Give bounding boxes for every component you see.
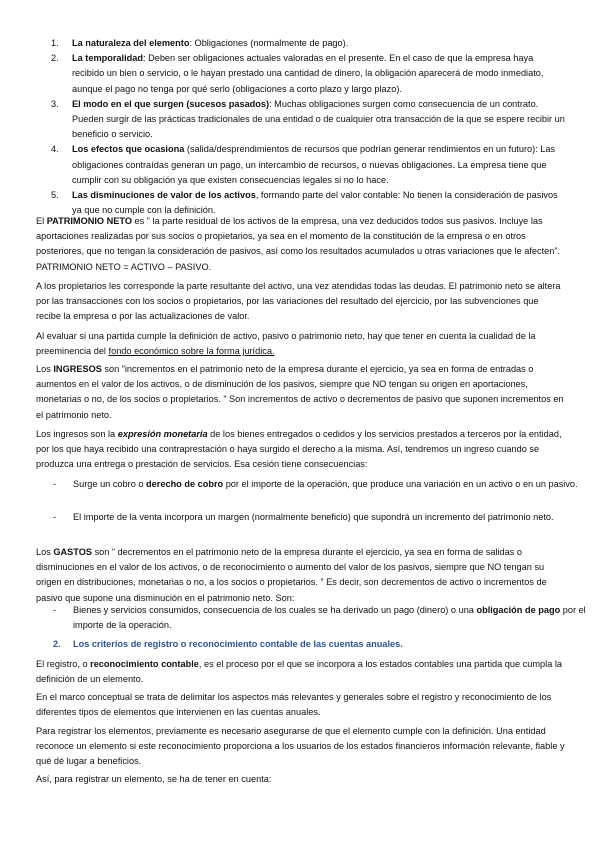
list-item: 2. La temporalidad: Deben ser obligaciones actuales valoradas en el presente. En el caso de que la empresa haya recibido un bien o servicio, o le hayan prestado una cantidad de dinero, la obligación aparecerá de modo inmediato, aunque el pago no tenga por qué serlo (obligaciones a corto plazo y largo plazo).: [51, 53, 544, 94]
registro-paragraph: El registro, o reconocimiento contable, es el proceso por el que se incorpora a los estados contables una partida que cumpla la definición de un elemento.: [36, 659, 563, 685]
list-item: 5. Las disminuciones de valor de los activos, formando parte del valor contable: No tienen la consideración de pasivos ya que no cumple con la definición.: [51, 190, 558, 216]
propietarios-paragraph: A los propietarios les corresponde la parte resultante del activo, una vez atendidas todas las deudas. El patrimonio neto se altera por las transacciones con los socios o propietarios, por las variaciones del resultado del ejercicio, por las subvenciones que recibe la empresa o por las actualizaciones de valor.: [36, 281, 561, 322]
asi-paragraph: Así, para registrar un elemento, se ha de tener en cuenta:: [36, 774, 272, 784]
list-item: 3. El modo en el que surgen (sucesos pasados): Muchas obligaciones surgen como consecuencia de un contrato. Pueden surgir de las prácticas tradicionales de una entidad o de cualquier otra transacción de la que se espere recibir un beneficio o servicio.: [51, 98, 565, 140]
dash-list-item: - Surge un cobro o derecho de cobro por el importe de la operación, que produce una variación en un activo o en un pasivo.: [53, 479, 578, 489]
list-item: 1. La naturaleza del elemento: Obligaciones (normalmente de pago).: [51, 38, 349, 48]
ingresos-paragraph: Los INGRESOS son ”incrementos en el patrimonio neto de la empresa durante el ejercicio, ya sea en forma de entradas o aumentos en el valor de los activos, o de disminución de los pasivos, siempre que NO tengan su origen en aportaciones, monetarias o no, de los socios o propietarios. ” Son incrementos de activo o decrementos de pasivo que suponen incrementos en el patrimonio neto.: [36, 364, 564, 420]
dash-list-item: - Bienes y servicios consumidos, consecuencia de los cuales se ha derivado un pago (dinero) o una obligación de pago por el importe de la operación.: [53, 605, 586, 631]
para-registrar-paragraph: Para registrar los elementos, previamente es necesario asegurarse de que el elemento cumple con la definición. Una entidad reconoce un elemento si este reconocimiento proporciona a los usuarios de los estados financieros información relevante, fiable y qué dé lugar a beneficios.: [36, 726, 565, 767]
patrimonio-neto-paragraph: El PATRIMONIO NETO es ” la parte residual de los activos de la empresa, una vez deducidos todos sus pasivos. Incluye las aportaciones realizadas por sus socios o propietarios, ya sea en el momento de la constitución de la empresa o en otros posteriores, que no tengan la consideración de pasivos, así como los resultados acumulados u otras variaciones que le afecten”. PATRIMONIO NETO = ACTIVO – PASIVO.: [36, 216, 560, 272]
list-item: 4. Los efectos que ocasiona (salida/desprendimientos de recursos que podrían generar rendimientos en un futuro): Las obligaciones contraídas generan un pago, un intercambio de recursos, o nuevas obligaciones. La empresa tiene que cumplir con su obligación ya que existen consecuencias legales si no lo hace.: [51, 144, 556, 185]
marco-conceptual-paragraph: En el marco conceptual se trata de delimitar los aspectos más relevantes y generales sobre el registro y reconocimiento de los diferentes tipos de elementos que intervienen en las cuentas anuales.: [36, 692, 552, 718]
document-page: 1. La naturaleza del elemento: Obligaciones (normalmente de pago). 2. La temporalidad: Deben ser obligaciones actuales valoradas en el presente. En el caso de que la empresa haya recibido un bien o servicio, o le hayan prestado una cantidad de dinero, la obligación aparecerá de modo inmediato, aunque el pago no tenga por qué serlo (obligaciones a corto plazo y largo plazo). 3. El modo en el que surgen (sucesos pasados): Muchas obligaciones surgen como consecuencia de un contrato. Pueden surgir de las prácticas tradicionales de una entidad o de cualquier otra transacción de la que se espere recibir un beneficio o servicio. 4. Los efectos que ocasiona (salida/desprendimientos de recursos que podrían generar rendimientos en un futuro): Las obligaciones contraídas generan un pago, un intercambio de recursos, o nuevas obligaciones. La empresa tiene que cumplir con su obligación ya que existen consecuencias legales si no lo hace. 5. Las disminuciones de valor de los activos, formando parte del valor contable: No tienen la consideración de pasivos ya que no cumple con la definición. El PATRIMONIO NETO es ” la parte residual de los activos de la empresa, una vez deducidos todos sus pasivos. Incluye las aportaciones realizadas por sus socios o propietarios, ya sea en el momento de la constitución de la empresa o en otros posteriores, que no tengan la consideración de pasivos, así como los resultados acumulados u otras variaciones que le afecten”. PATRIMONIO NETO = ACTIVO – PASIVO. A los propietarios les corresponde la parte resultante del activo, una vez atendidas todas las deudas. El patrimonio neto se altera por las transacciones con los socios o propietarios, por las variaciones del resultado del ejercicio, por las subvenciones que recibe la empresa o por las actualizaciones de valor. Al evaluar si una partida cumple la definición de activo, pasivo o patrimonio neto, hay que tener en cuenta la cualidad de la preeminencia del fondo económico sobre la forma jurídica. Los INGRESOS son ”incrementos en el patrimonio neto de la empresa durante el ejercicio, ya sea en forma de entradas o aumentos en el valor de los activos, o de disminución de los pasivos, siempre que NO tengan su origen en aportaciones, monetarias o no, de los socios o propietarios. ” Son incrementos de activo o decrementos de pasivo que suponen incrementos en el patrimonio neto. Los ingresos son la expresión monetaria de los bienes entregados o cedidos y los servicios prestados a terceros por la entidad, por los que haya recibido una contraprestación o haya surgido el derecho a la misma. Así, tendremos un ingreso cuando se produzca una entrega o prestación de servicios. Esa cesión tiene consecuencias: - Surge un cobro o derecho de cobro por el importe de la operación, que produce una variación en un activo o en un pasivo. - El importe de la venta incorpora un margen (normalmente beneficio) que supondrá un incremento del patrimonio neto. Los GASTOS son ” decrementos en el patrimonio neto de la empresa durante el ejercicio, ya sea en forma de salidas o disminuciones en el valor de los activos, o de reconocimiento o aumento del valor de los pasivos, siempre que NO tengan su origen en distribuciones, monetarias o no, a los socios o propietarios. ” Es decir, son decrementos de activo o incrementos de pasivo que supone una disminución en el patrimonio neto. Son: - Bienes y servicios consumidos, consecuencia de los cuales se ha derivado un pago (dinero) o una obligación de pago por el importe de la operación. 2. Los criterios de registro o reconocimiento contable de las cuentas anuales. El registro, o reconocimiento contable, es el proceso por el que se incorpora a los estados contables una partida que cumpla la definición de un elemento. En el marco conceptual se trata de delimitar los aspectos más relevantes y generales sobre el registro y reconocimiento de los diferentes tipos de elementos que intervienen en las cuentas anuales. Para registrar los elementos, previamente es necesario asegurarse de que el elemento cumple con la definición. Una entidad reconoce un elemento si este reconocimiento proporciona a los usuarios de los estados financieros información relevante, fiable y qué dé lugar a beneficios. Así, para registrar un elemento, se ha de tener en cuenta:: [0, 0, 599, 848]
liability-characteristics-list: [36, 36, 566, 218]
evaluar-paragraph: Al evaluar si una partida cumple la definición de activo, pasivo o patrimonio neto, hay que tener en cuenta la cualidad de la preeminencia del fondo económico sobre la forma jurídica.: [36, 331, 536, 357]
dash-list-item: - El importe de la venta incorpora un margen (normalmente beneficio) que supondrá un incremento del patrimonio neto.: [53, 512, 554, 522]
gastos-paragraph: Los GASTOS son ” decrementos en el patrimonio neto de la empresa durante el ejercicio, ya sea en forma de salidas o disminuciones en el valor de los activos, o de reconocimiento o aumento del valor de los pasivos, siempre que NO tengan su origen en distribuciones, monetarias o no, a los socios o propietarios. ” Es decir, son decrementos de activo o incrementos de pasivo que supone una disminución en el patrimonio neto. Son:: [36, 547, 547, 603]
expresion-monetaria-paragraph: Los ingresos son la expresión monetaria de los bienes entregados o cedidos y los servicios prestados a terceros por la entidad, por los que haya recibido una contraprestación o haya surgido el derecho a la misma. Así, tendremos un ingreso cuando se produzca una entrega o prestación de servicios. Esa cesión tiene consecuencias:: [36, 429, 562, 470]
